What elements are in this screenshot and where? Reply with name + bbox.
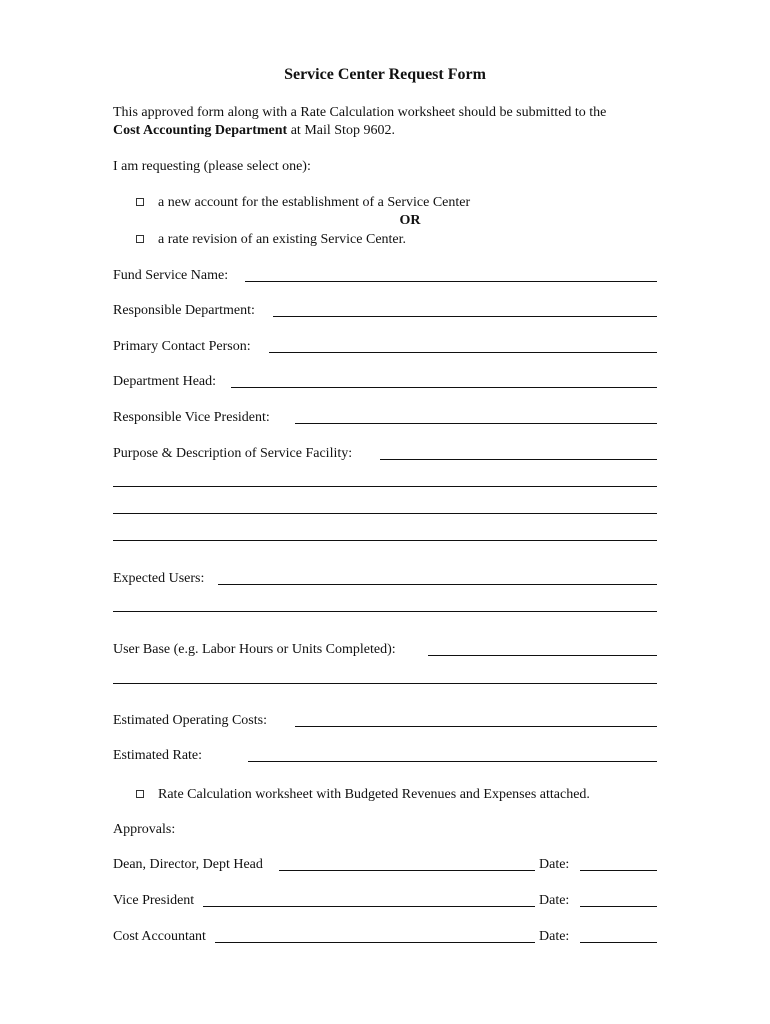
expected-users-label: Expected Users:	[113, 571, 205, 586]
user-base-label: User Base (e.g. Labor Hours or Units Completed):	[113, 642, 396, 657]
user-base-field-line-2[interactable]	[113, 683, 657, 684]
fund-service-name-label: Fund Service Name:	[113, 268, 229, 283]
estimated-rate-field[interactable]	[248, 761, 657, 762]
purpose-field[interactable]	[380, 459, 657, 460]
expected-users-field[interactable]	[218, 584, 657, 585]
accountant-date-label: Date:	[539, 929, 570, 944]
dean-date-label: Date:	[539, 857, 570, 872]
accountant-signature-field[interactable]	[215, 942, 535, 943]
mail-stop-text: at Mail Stop 9602.	[287, 123, 395, 138]
user-base-field[interactable]	[428, 655, 657, 656]
accountant-signature-label: Cost Accountant	[113, 929, 206, 944]
rate-revision-checkbox[interactable]	[136, 235, 144, 243]
dean-date-field[interactable]	[580, 870, 657, 871]
operating-costs-field[interactable]	[295, 726, 657, 727]
worksheet-attached-label: Rate Calculation worksheet with Budgeted Revenues and Expenses attached.	[158, 787, 590, 802]
dean-signature-field[interactable]	[279, 870, 535, 871]
page-title: Service Center Request Form	[284, 66, 486, 83]
intro-line-1: This approved form along with a Rate Calculation worksheet should be submitted to the	[113, 105, 607, 120]
vp-signature-field[interactable]	[203, 906, 535, 907]
department-head-field[interactable]	[231, 387, 657, 388]
responsible-department-label: Responsible Department:	[113, 303, 255, 318]
expected-users-field-line-2[interactable]	[113, 611, 657, 612]
vp-date-label: Date:	[539, 893, 570, 908]
primary-contact-label: Primary Contact Person:	[113, 339, 251, 354]
dean-signature-label: Dean, Director, Dept Head	[113, 857, 263, 872]
new-account-checkbox[interactable]	[136, 198, 144, 206]
fund-service-name-field[interactable]	[245, 281, 657, 282]
new-account-label: a new account for the establishment of a Service Center	[158, 195, 471, 210]
responsible-vp-label: Responsible Vice President:	[113, 410, 270, 425]
rate-revision-label: a rate revision of an existing Service Center.	[158, 232, 407, 247]
cost-accounting-dept: Cost Accounting Department	[113, 123, 288, 138]
vp-date-field[interactable]	[580, 906, 657, 907]
purpose-label: Purpose & Description of Service Facility:	[113, 446, 353, 461]
department-head-label: Department Head:	[113, 374, 217, 389]
accountant-date-field[interactable]	[580, 942, 657, 943]
primary-contact-field[interactable]	[269, 352, 657, 353]
responsible-department-field[interactable]	[273, 316, 657, 317]
purpose-field-line-2[interactable]	[113, 486, 657, 487]
approvals-heading: Approvals:	[113, 822, 176, 837]
estimated-rate-label: Estimated Rate:	[113, 748, 203, 763]
request-prompt: I am requesting (please select one):	[113, 159, 311, 174]
intro-line-2	[113, 122, 395, 140]
vp-signature-label: Vice President	[113, 893, 195, 908]
responsible-vp-field[interactable]	[295, 423, 657, 424]
purpose-field-line-4[interactable]	[113, 540, 657, 541]
or-separator: OR	[399, 213, 421, 228]
purpose-field-line-3[interactable]	[113, 513, 657, 514]
worksheet-attached-checkbox[interactable]	[136, 790, 144, 798]
operating-costs-label: Estimated Operating Costs:	[113, 713, 267, 728]
